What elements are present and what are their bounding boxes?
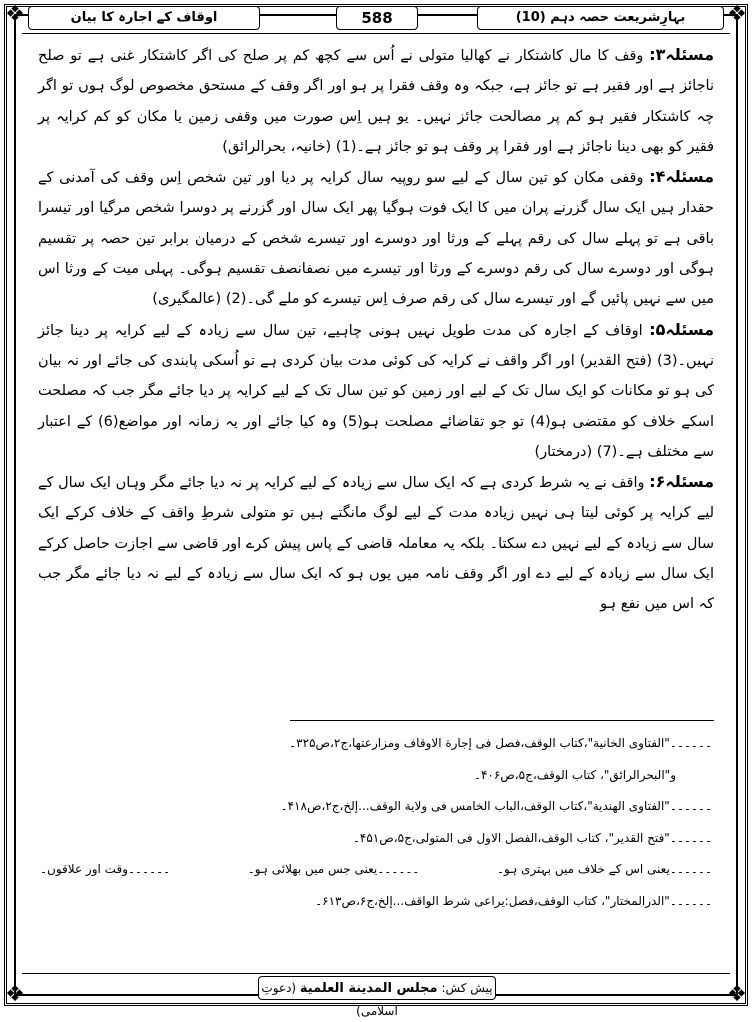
corner-ornament: ❖: [727, 2, 747, 27]
footer-prefix: پیش کش:: [441, 981, 493, 995]
page-footer: [258, 976, 496, 1018]
footnote-5: ۔۔۔۔۔۔یعنی جس میں بھلائی ہو۔: [247, 862, 420, 876]
corner-ornament: ❖: [5, 2, 25, 27]
masala-3: [38, 40, 714, 162]
footnote-1-cont: و"البحرالرائق"، کتاب الوقف،ج۵،ص۴۰۶۔: [473, 767, 676, 782]
masala-label: مسئلہ۶:: [649, 472, 715, 492]
footnote-rule: [290, 720, 714, 721]
footnote-row-4-6: [40, 854, 712, 886]
footer-rule: [22, 973, 730, 974]
masala-text: اوقاف کے اجارہ کی مدت طویل نہیں ہونی چاہیے، تین سال سے زیادہ کے لیے کرایہ پر دینا جائز نہیں۔(3) (فتح القدیر) اور اگر واقف نے کرایہ کی کوئی مدت بیان کردی ہے تو اُسکی پابندی کی جائے اور نہ بیان کی ہو تو مکانات کو ایک سال تک کے لیے اور زمین کو تین سال تک کے لیے کرایہ پر دیا جائے مگر جب کہ مصلحت اسکے خلاف کو مقتضی ہو(4) تو جو تقاضائے مصلحت ہو(5) وہ کیا جائے اور یہ زمانہ اور مواضع(6) کے اعتبار سے مختلف ہے۔(7) (درمختار): [38, 322, 714, 460]
header-rule: [22, 33, 730, 34]
footnote-6: ۔۔۔۔۔۔وقت اور علاقوں۔: [40, 862, 171, 876]
footer-org: مجلس المدینة العلمیة: [299, 981, 438, 996]
footnote-7: ۔۔۔۔۔۔"الدرالمختار"، کتاب الوقف،فصل:یراعی شرط الواقف...إلخ،ج۶،ص۶۱۳۔: [315, 893, 712, 908]
masala-text: واقف نے یہ شرط کردی ہے کہ ایک سال سے زیادہ کے لیے کرایہ پر نہ دیا جائے مگر وہاں ایک سال کے لیے کرایہ پر کوئی لیتا ہی نہیں زیادہ مدت کے لیے لوگ مانگتے ہیں تو متولی شرطِ واقف کے خلاف کرکے ایک سال سے زیادہ کے لیے نہیں دے سکتا۔ بلکہ یہ معاملہ قاضی کے پاس پیش کرے اور قاضی سے اجازت حاصل کرکے ایک سال سے زیادہ کے لیے دے اور اگر وقف نامہ میں یوں ہو کہ ایک سال سے زیادہ کے لیے نہ دیا جائے مگر جب کہ اس میں نفع ہو: [38, 475, 714, 613]
masala-label: مسئلہ۴:: [649, 167, 715, 187]
page-header: [28, 6, 724, 30]
masala-5: [38, 315, 714, 467]
footnote-2: ۔۔۔۔۔۔"الفتاوی الهندیة"،کتاب الوقف،الباب الخامس فی ولایة الوقف...إلخ،ج۲،ص۴۱۸۔: [280, 799, 712, 813]
main-text: [38, 40, 714, 620]
footnote-1: ۔۔۔۔۔۔"الفتاوی الخانیة"،کتاب الوقف،فصل فی إجارة الاوقاف ومزارعتها،ج۲،ص۳۲۵۔: [289, 736, 712, 750]
footer-org-note: (دعوتِ اسلامی): [261, 981, 398, 1018]
footnote-3: ۔۔۔۔۔۔"فتح القدیر"، کتاب الوقف،الفصل الاول فی المتولی،ج۵،ص۴۵۱۔: [352, 830, 712, 845]
masala-label: مسئلہ۳:: [649, 45, 715, 64]
masala-text: وقفی مکان کو تین سال کے لیے سو روپیہ سال کرایہ پر دیا اور تین شخص اِس وقف کی آمدنی کے حقدار ہیں ایک سال گزرنے پران میں کا ایک فوت ہوگیا پھر ایک سال اور گزرنے پر دوسرا شخص مرگیا اور تیسرا باقی ہے تو پہلے سال کی رقم پہلے کے ورثا اور دوسرے اور تیسرے شخص کے درمیان برابر تین حصہ پر تقسیم ہوگی اور دوسرے سال کی رقم دوسرے کے ورثا اور تیسرے میں نصفانصف تقسیم ہوگی۔ پہلی میت کے ورثا اس میں سے نہیں پائیں گے اور تیسرے سال کی رقم صرف اِس تیسرے کو ملے گی۔(2) (عالمگیری): [38, 170, 714, 308]
masala-6: [38, 467, 714, 619]
corner-ornament: ❖: [727, 982, 747, 1007]
footnote-4: ۔۔۔۔۔۔یعنی اس کے خلاف میں بہتری ہو۔: [496, 862, 712, 876]
chapter-title: اوقاف کے اجارہ کا بیان: [28, 6, 260, 30]
masala-text: وقف کا مال کاشتکار نے کھالیا متولی نے اُس سے کچھ کم پر صلح کی اگر کاشتکار غنی ہے تو صلح ناجائز ہے اور فقیر ہے تو جائز ہے، جبکہ وہ وقف فقرا پر ہو اور اگر وقف کے مستحق مخصوص لوگ ہوں تو اگر چہ کاشتکار فقیر ہو کم پر مصالحت جائز نہیں۔ یو ہیں اِس صورت میں وقفی زمین یا مکان کو کم کرایہ پر فقیر کو بھی دینا ناجائز ہے اور فقرا پر وقف ہو تو جائز ہے۔(1) (خانیہ، بحرالرائق): [38, 48, 714, 155]
masala-4: [38, 162, 714, 314]
corner-ornament: ❖: [5, 982, 25, 1007]
footnotes: [40, 728, 712, 917]
page-number: 588: [336, 6, 418, 30]
masala-label: مسئلہ۵:: [649, 319, 715, 339]
book-title: بہارِشریعت حصہ دہم (10): [477, 6, 724, 30]
